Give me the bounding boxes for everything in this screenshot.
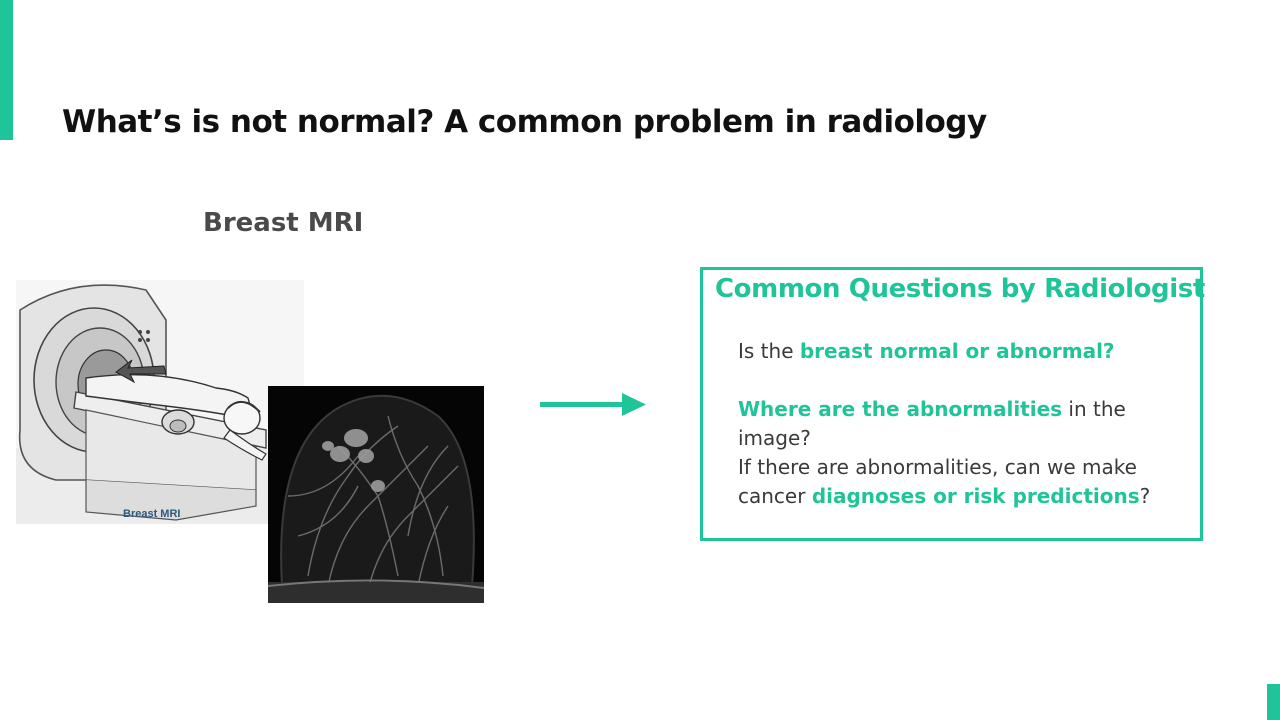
question-where-abnormalities: [738, 395, 1188, 453]
questions-box-title: Common Questions by Radiologist: [715, 274, 1205, 304]
question-1-highlight: breast normal or abnormal?: [799, 339, 1115, 363]
mri-machine-illustration: [16, 280, 304, 524]
illustration-caption: Breast MRI: [123, 508, 181, 520]
common-questions-box: [700, 267, 1203, 541]
question-1-prefix: Is the: [738, 339, 800, 363]
slide-title: What’s is not normal? A common problem in radiology: [62, 104, 987, 140]
accent-bar-bottom: [1267, 684, 1280, 720]
question-3-suffix: ?: [1139, 484, 1151, 508]
breast-mri-label: Breast MRI: [203, 208, 364, 238]
accent-bar-top: [0, 0, 13, 140]
right-arrow-icon: [538, 391, 648, 419]
question-diagnoses-risk: [738, 453, 1188, 511]
question-normal-abnormal: [738, 337, 1188, 366]
question-2-highlight: Where are the abnormalities: [738, 397, 1063, 421]
question-2-suffix: in the image?: [738, 397, 1126, 450]
breast-mri-scan-image: [268, 386, 484, 603]
question-3-prefix: If there are abnormalities, can we make cancer: [738, 455, 1137, 508]
question-3-highlight: diagnoses or risk predictions: [811, 484, 1140, 508]
